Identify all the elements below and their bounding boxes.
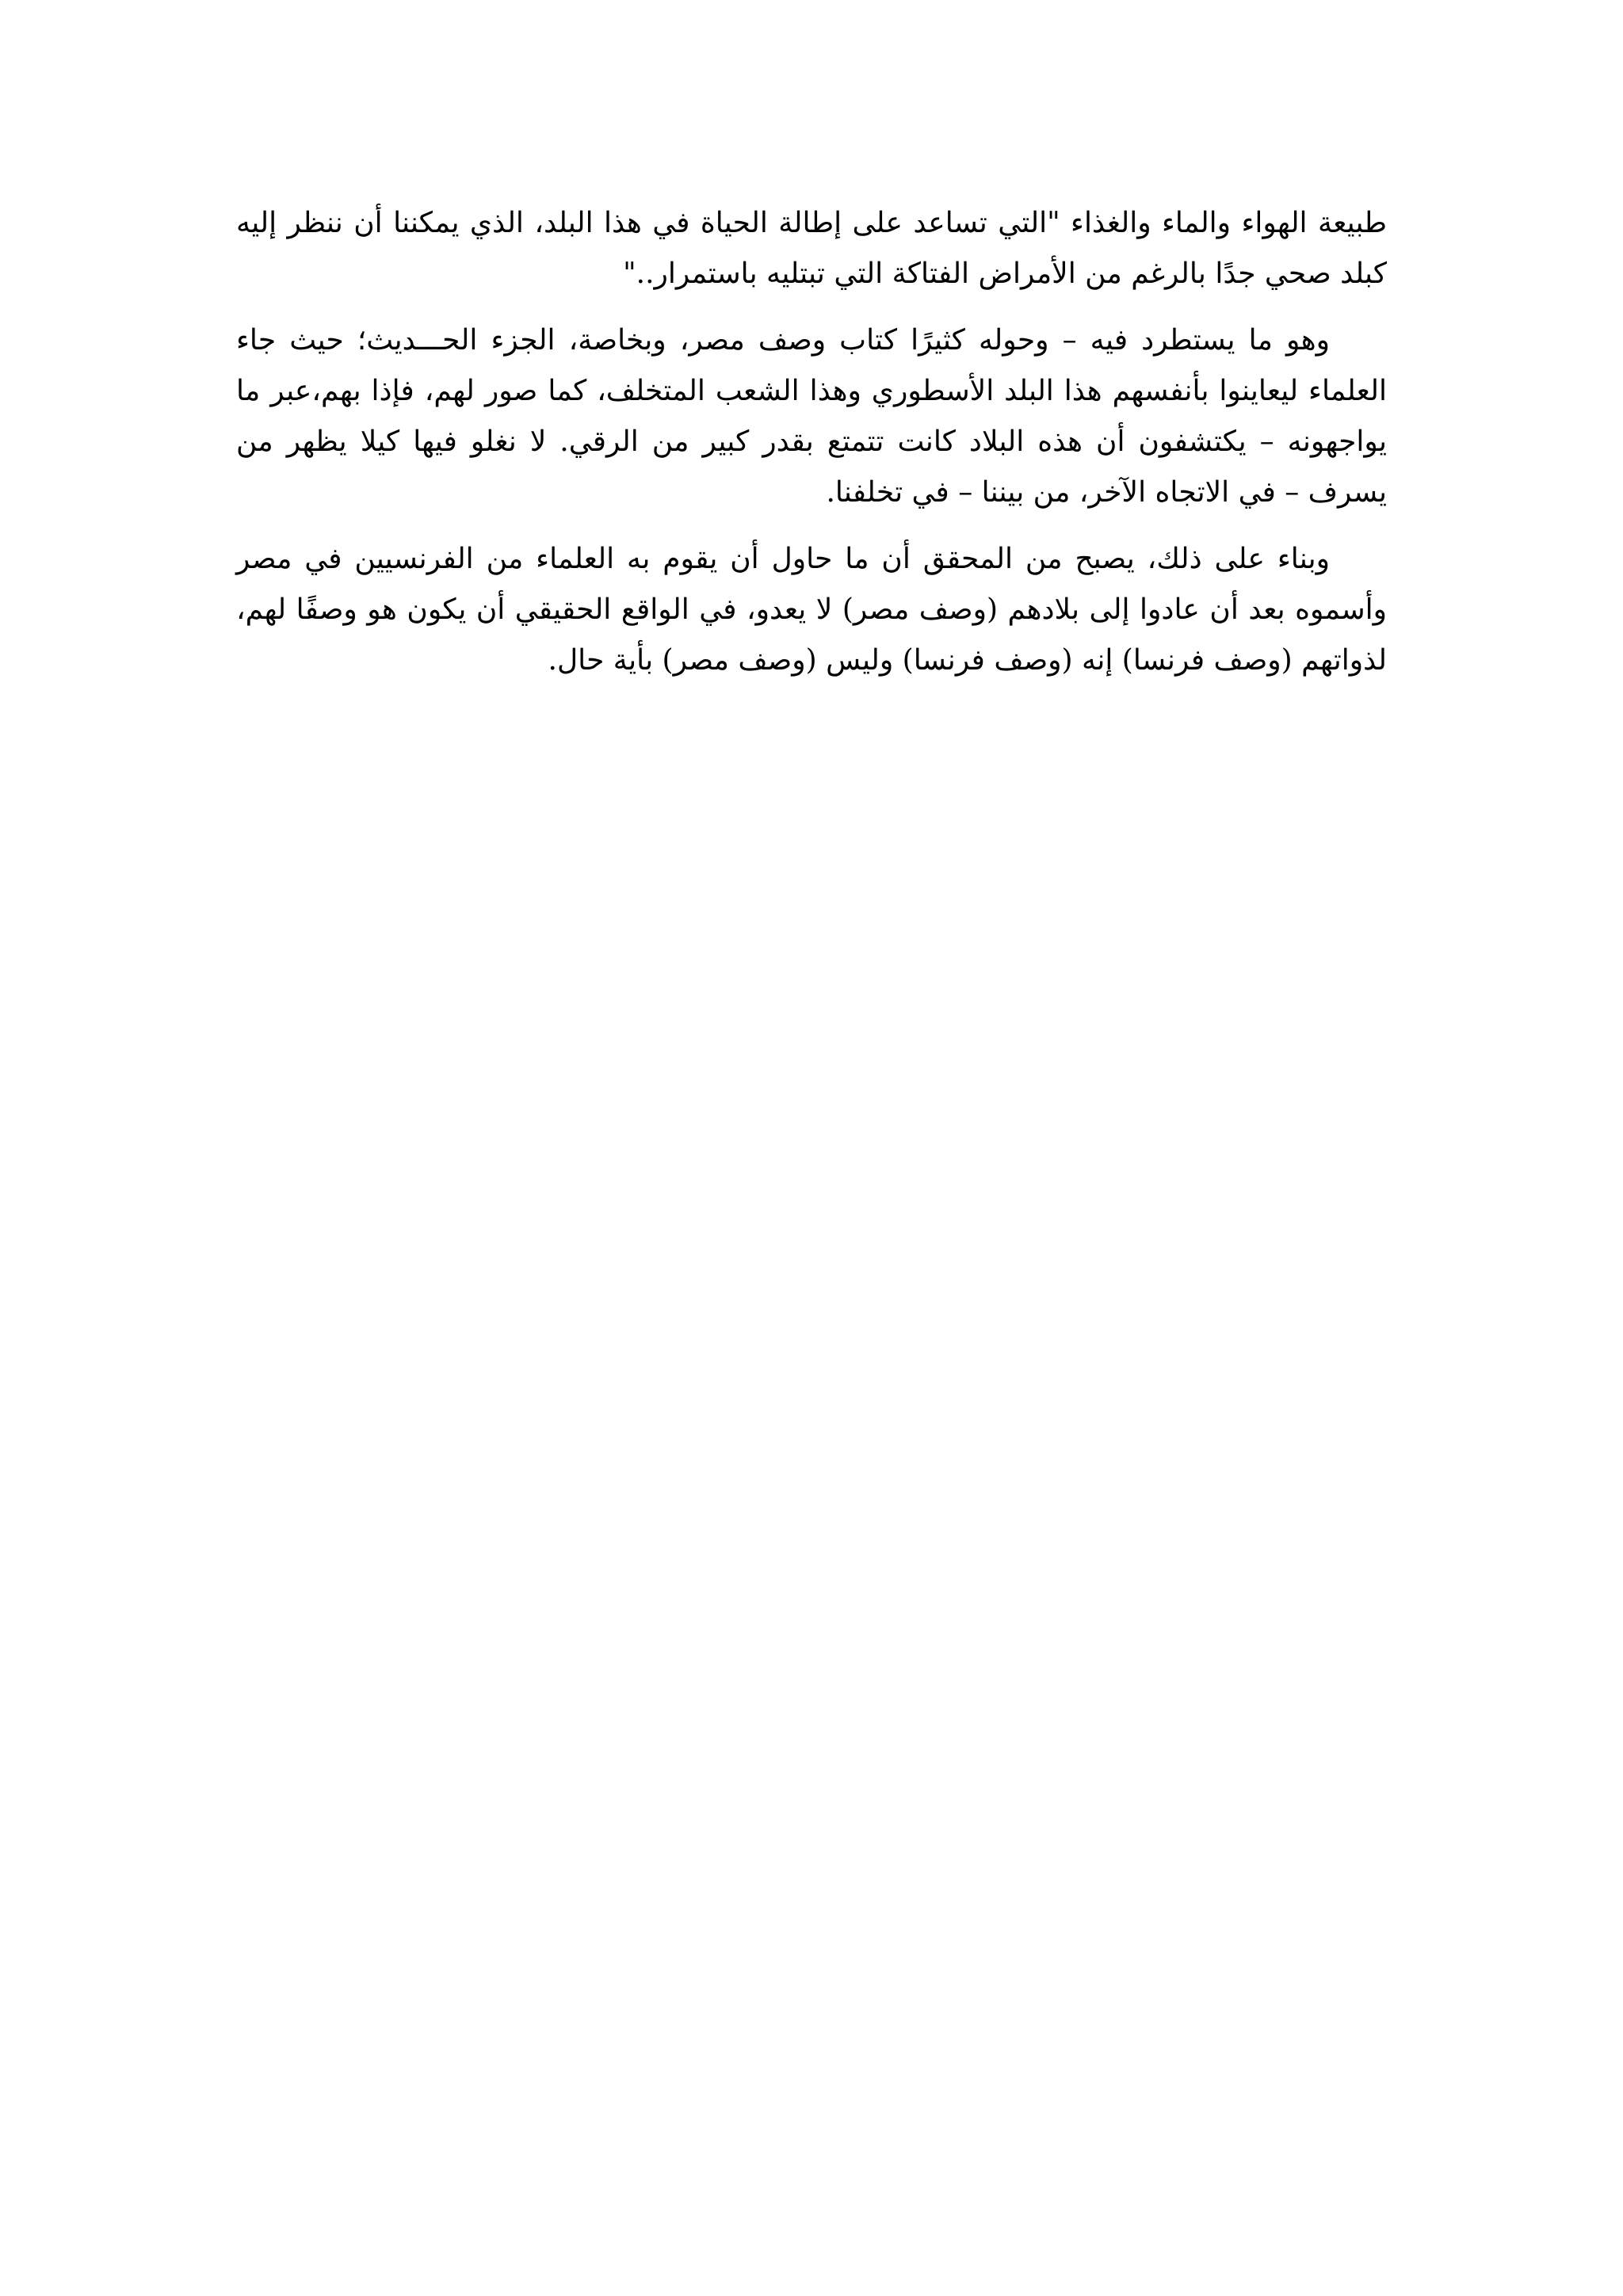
- paragraph-1: طبيعة الهواء والماء والغذاء "التي تساعد على إطالة الحياة في هذا البلد، الذي يمكننا أن ننظر إليه كبلد صحي جدًا بالرغم من الأمراض الفتاكة التي تبتليه باستمرار..": [236, 207, 1387, 290]
- paragraph-2: وهو ما يستطرد فيه – وحوله كثيرًا كتاب وصف مصر، وبخاصة، الجزء الحـــديث؛ حيث جاء العلماء ليعاينوا بأنفسهم هذا البلد الأسطوري وهذا الشعب المتخلف، كما صور لهم، فإذا بهم،عبر ما يواجهونه – يكتشفون أن هذه البلاد كانت تتمتع بقدر كبير من الرقي. لا نغلو فيها كيلا يظهر من يسرف – في الاتجاه الآخر، من بيننا – في تخلفنا.: [236, 324, 1387, 509]
- paragraph-3: وبناء على ذلك، يصبح من المحقق أن ما حاول أن يقوم به العلماء من الفرنسيين في مصر وأسموه بعد أن عادوا إلى بلادهم (وصف مصر) لا يعدو، في الواقع الحقيقي أن يكون هو وصفًا لهم، لذواتهم (وصف فرنسا) إنه (وصف فرنسا) وليس (وصف مصر) بأية حال.: [236, 543, 1387, 677]
- body-text: [236, 198, 1387, 686]
